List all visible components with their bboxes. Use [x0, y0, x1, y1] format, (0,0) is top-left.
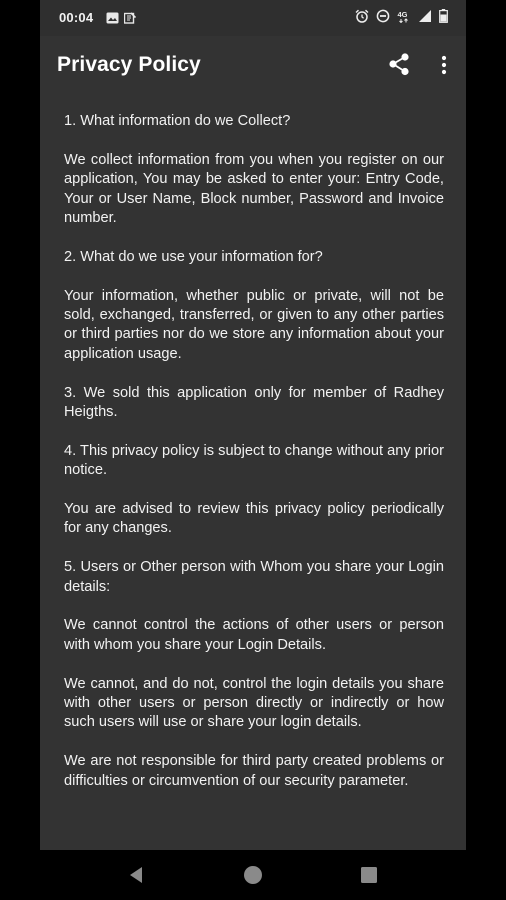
battery-icon — [439, 9, 448, 28]
policy-paragraph: 1. What information do we Collect? — [64, 113, 291, 129]
policy-paragraph: 5. Users or Other person with Whom you share your Login details: — [64, 559, 444, 595]
notification-icon — [124, 11, 136, 29]
status-time: 00:04 — [59, 10, 94, 25]
svg-text:4G: 4G — [397, 10, 408, 19]
alarm-icon — [355, 9, 369, 28]
recents-icon — [357, 863, 381, 887]
status-left-icons — [106, 11, 136, 29]
navigation-bar — [0, 850, 506, 900]
back-button[interactable] — [125, 863, 149, 887]
share-icon — [386, 51, 414, 79]
signal-icon — [418, 9, 432, 28]
policy-paragraph: We cannot, and do not, control the login details you share with other users or person directly or indirectly or how such users will use or share your login details. — [64, 675, 444, 731]
policy-paragraph: 4. This privacy policy is subject to change without any prior notice. — [64, 442, 444, 479]
policy-paragraph: We cannot control the actions of other users or person with whom you share your Login Details. — [64, 617, 444, 653]
do-not-disturb-icon — [376, 9, 390, 28]
policy-content — [64, 112, 444, 810]
back-icon — [125, 863, 149, 887]
network-4g-icon — [397, 9, 411, 28]
status-right-icons — [355, 9, 448, 28]
app-bar — [40, 36, 466, 96]
more-vert-icon — [434, 51, 454, 79]
policy-paragraph: We are not responsible for third party created problems or difficulties or circumvention of our security parameter. — [64, 753, 444, 789]
app-screen — [40, 0, 466, 850]
policy-paragraph: You are advised to review this privacy policy periodically for any changes. — [64, 501, 444, 537]
recents-button[interactable] — [357, 863, 381, 887]
share-button[interactable] — [386, 51, 414, 79]
home-icon — [241, 863, 265, 887]
status-bar — [40, 0, 466, 36]
more-options-button[interactable] — [434, 51, 454, 79]
policy-paragraph: Your information, whether public or private, will not be sold, exchanged, transferred, or given to any other parties or third parties nor do we store any information about your application usage. — [64, 287, 444, 362]
policy-paragraph: We collect information from you when you register on our application, You may be asked to enter your: Entry Code, Your or User Name, Block number, Password and Invoice number. — [64, 151, 444, 227]
policy-paragraph: 2. What do we use your information for? — [64, 248, 323, 265]
image-icon — [106, 11, 119, 29]
home-button[interactable] — [241, 863, 265, 887]
policy-paragraph: 3. We sold this application only for member of Radhey Heigths. — [64, 384, 444, 421]
page-title: Privacy Policy — [57, 53, 201, 76]
